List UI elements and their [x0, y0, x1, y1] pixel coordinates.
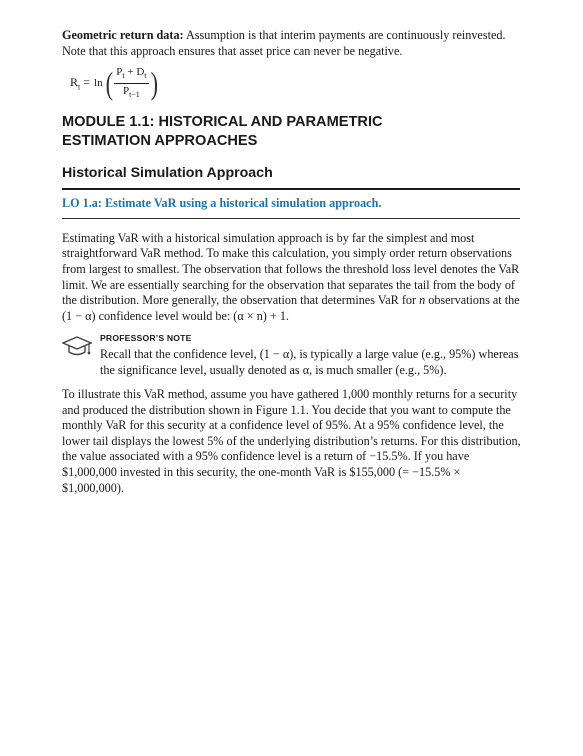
- right-paren: ): [150, 65, 158, 102]
- geometric-return-paragraph: [62, 28, 522, 59]
- formula-fraction: [114, 66, 148, 101]
- left-paren: (: [105, 65, 113, 102]
- section-title: Historical Simulation Approach: [62, 165, 520, 190]
- learning-objective: LO 1.a: Estimate VaR using a historical simulation approach.: [62, 196, 520, 219]
- formula-numerator: $P_t + D_t$: [114, 66, 148, 84]
- illustration-paragraph: To illustrate this VaR method, assume you have gathered 1,000 monthly returns for a security and produced the distribution shown in Figure 1.1. You decide that you want to compute the monthly VaR for this security at a confidence level of 95%. At a 95% confidence level, the lower tail displays the lowest 5% of the underlying distribution’s returns. For this distribution, the value associated with a 95% confidence level is a return of −15.5%. If you have $1,000,000 invested in this security, the one-month VaR is $155,000 (= −15.5% × $1,000,000).: [62, 386, 521, 495]
- document-page: [62, 28, 522, 496]
- log-return-formula: [70, 61, 522, 105]
- formula-ln: ln: [94, 77, 103, 90]
- professors-note-title: PROFESSOR’S NOTE: [100, 333, 192, 344]
- historical-simulation-paragraph: Estimating VaR with a historical simulation approach is by far the simplest and most straightforward VaR method. To make this calculation, you simply order return observations from largest to smallest. The observation that follows the threshold loss level denotes the VaR limit. We are essentially searching for the observation that separates the tail from the body of the distribution. More generally, the observation that determines VaR for n observations at the (1 − α) confidence level would be: (α × n) + 1.: [62, 230, 520, 323]
- geometric-return-text: Assumption is that interim payments are continuously reinvested. Note that this approach ensures that asset price can never be negative.: [62, 28, 506, 58]
- graduation-cap-icon: [62, 335, 92, 359]
- geometric-return-heading: Geometric return data:: [62, 28, 184, 42]
- formula-denominator: $P_{t-1}$: [122, 84, 140, 99]
- formula-lhs: $R_t$ =: [70, 74, 91, 92]
- professors-note: [62, 333, 522, 379]
- module-title: MODULE 1.1: HISTORICAL AND PARAMETRIC ESTIMATION APPROACHES: [62, 114, 383, 150]
- professors-note-text: Recall that the confidence level, (1 − α), is typically a large value (e.g., 95%) whereas the significance level, usually denoted as α, is much smaller (e.g., 5%).: [100, 347, 519, 378]
